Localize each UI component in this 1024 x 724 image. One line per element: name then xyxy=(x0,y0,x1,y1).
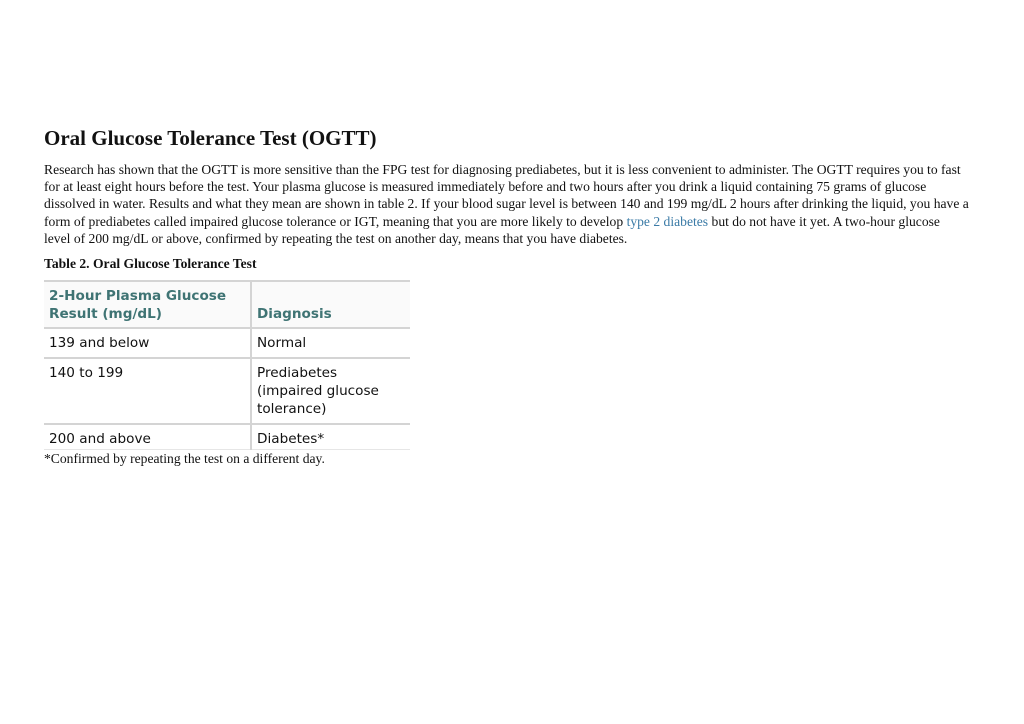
cell-diagnosis: Prediabetes (impaired glucose tolerance) xyxy=(251,358,410,424)
cell-glucose-result: 140 to 199 xyxy=(44,358,251,424)
intro-text-before-link: Research has shown that the OGTT is more sensitive than the FPG test for diagnosing prediabetes, but it is less convenient to administer. The OGTT requires you to fast for at least eight hours before the test. Your plasma glucose is measured immediately before and two hours after you drink a liquid containing 75 grams of glucose dissolved in water. Results and what they mean are shown in table 2. If your blood sugar level is between 140 and 199 mg/dL 2 hours after drinking the liquid, you have a form of prediabetes called impaired glucose tolerance or IGT, meaning that you are more likely to develop xyxy=(44,162,969,229)
cell-glucose-result: 139 and below xyxy=(44,328,251,358)
cell-diagnosis: Normal xyxy=(251,328,410,358)
type-2-diabetes-link[interactable]: type 2 diabetes xyxy=(626,213,709,229)
document-page xyxy=(44,124,974,467)
intro-text-after-link: but do not have it yet. A two-hour glucose level of 200 mg/dL or above, confirmed by repeating the test on another day, means that you have diabetes. xyxy=(44,213,940,246)
page-title: Oral Glucose Tolerance Test (OGTT) xyxy=(44,126,377,150)
cell-glucose-result: 200 and above xyxy=(44,424,251,450)
header-glucose-result: 2-Hour Plasma Glucose Result (mg/dL) xyxy=(44,281,251,328)
table-row xyxy=(44,424,410,450)
table-caption: Table 2. Oral Glucose Tolerance Test xyxy=(44,256,257,272)
table-footnote: *Confirmed by repeating the test on a different day. xyxy=(44,451,325,467)
intro-paragraph xyxy=(44,161,969,247)
cell-diagnosis: Diabetes* xyxy=(251,424,410,450)
ogtt-results-table xyxy=(44,280,410,450)
table-header-row xyxy=(44,281,410,328)
table-row xyxy=(44,328,410,358)
header-diagnosis: Diagnosis xyxy=(251,281,410,328)
table-row xyxy=(44,358,410,424)
